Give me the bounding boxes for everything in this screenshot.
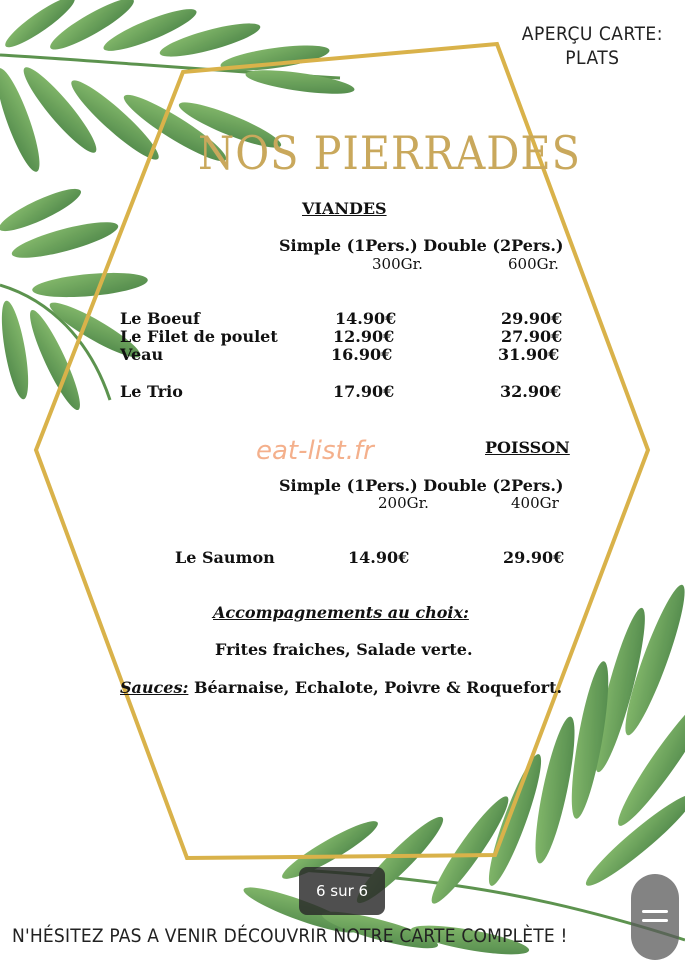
poisson-column-headers: Simple (1Pers.) Double (2Pers.) bbox=[279, 476, 564, 495]
poisson-weight-simple: 200Gr. bbox=[378, 494, 429, 512]
price-double: 29.90€ bbox=[503, 548, 565, 567]
price-simple: 14.90€ bbox=[348, 548, 410, 567]
footer-text: N'HÉSITEZ PAS A VENIR DÉCOUVRIR NOTRE CARTE COMPLÈTE ! bbox=[12, 925, 568, 947]
viandes-weight-simple: 300Gr. bbox=[372, 255, 423, 273]
price-simple: 12.90€ bbox=[333, 327, 395, 346]
watermark: eat-list.fr bbox=[256, 436, 374, 466]
item-name: Le Trio bbox=[120, 382, 183, 401]
viandes-column-headers: Simple (1Pers.) Double (2Pers.) bbox=[279, 236, 564, 255]
price-double: 29.90€ bbox=[501, 309, 563, 328]
accompaniments-title: Accompagnements au choix: bbox=[213, 603, 469, 622]
accompaniments-items: Frites fraiches, Salade verte. bbox=[215, 640, 473, 659]
menu-button[interactable] bbox=[631, 874, 679, 960]
preview-title-line2: PLATS bbox=[565, 47, 620, 69]
poisson-heading: POISSON bbox=[485, 438, 570, 457]
item-name: Le Boeuf bbox=[120, 309, 200, 328]
price-double: 32.90€ bbox=[500, 382, 562, 401]
sauces-label: Sauces: bbox=[120, 678, 189, 697]
item-name: Le Saumon bbox=[175, 548, 275, 567]
price-double: 27.90€ bbox=[501, 327, 563, 346]
sauces-line bbox=[120, 678, 562, 697]
viandes-weight-double: 600Gr. bbox=[508, 255, 559, 273]
preview-title bbox=[522, 22, 663, 70]
price-simple: 14.90€ bbox=[335, 309, 397, 328]
preview-title-line1: APERÇU CARTE: bbox=[521, 23, 663, 45]
price-simple: 17.90€ bbox=[333, 382, 395, 401]
menu-title: NOS PIERRADES bbox=[198, 126, 581, 180]
sauces-items: Béarnaise, Echalote, Poivre & Roquefort. bbox=[188, 678, 563, 697]
viandes-heading: VIANDES bbox=[302, 199, 387, 218]
price-simple: 16.90€ bbox=[331, 345, 393, 364]
page-indicator: 6 sur 6 bbox=[299, 867, 385, 915]
poisson-weight-double: 400Gr bbox=[511, 494, 559, 512]
item-name: Veau bbox=[120, 345, 164, 364]
price-double: 31.90€ bbox=[498, 345, 560, 364]
item-name: Le Filet de poulet bbox=[120, 327, 278, 346]
